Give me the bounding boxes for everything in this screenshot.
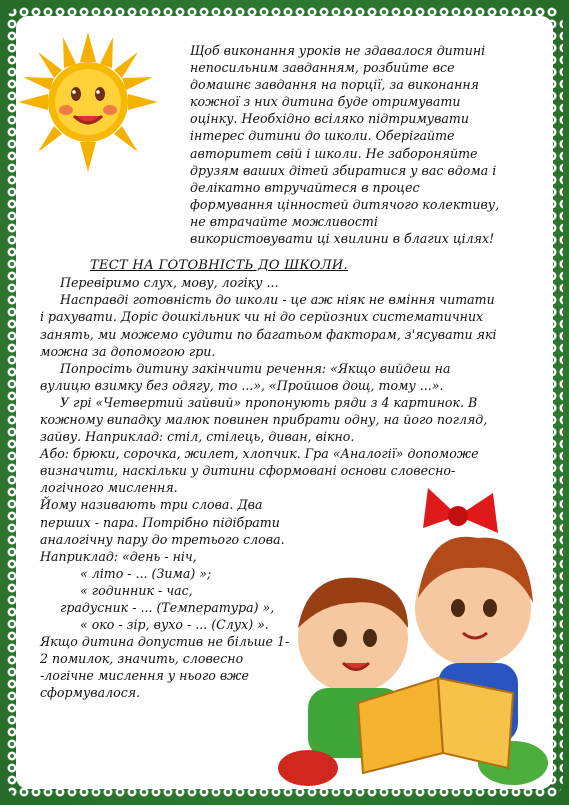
conclusion-paragraph: Якщо дитина допустив не більше 1-2 помилок, значить, словесно -логічне мислення у нього вже сформувалося.: [40, 634, 290, 701]
example-5: « око - зір, вухо - ... (Слух) ».: [80, 617, 269, 633]
paragraph-2: Насправді готовність до школи - це аж ніяк не вміння читати і рахувати. Доріс дошкільник чи ні до серйозних систематичних занять, ми можемо судити по багатьом факторам, з'ясувати які можна за допомогою гри.: [40, 292, 497, 359]
test-title: ТЕСТ НА ГОТОВНІСТЬ ДО ШКОЛИ.: [90, 258, 348, 274]
paragraph-6: Йому називають три слова. Два перших - пара. Потрібно підібрати аналогічну пару до третього слова.: [40, 497, 285, 547]
example-4: градусник - ... (Температура) »,: [60, 600, 275, 615]
example-2: « літо - ... (Зима) »;: [80, 565, 212, 581]
paragraph-1: Перевіримо слух, мову, логіку ...: [60, 275, 279, 291]
children-reading-book-icon: [268, 488, 558, 788]
paragraph-3: Попросіть дитину закінчити речення: «Якщо вийдеш на вулицю взимку без одягу, то ...», «Пройшов дощ, тому ...».: [40, 360, 451, 393]
example-3: « годинник - час,: [80, 582, 193, 598]
paragraph-4: У грі «Четвертий зайвий» пропонують ряди з 4 картинок. В кожному випадку малюк повинен прибрати одну, на його погляд, зайву. Наприклад: стіл, стілець, диван, вікно.: [40, 394, 488, 445]
paragraph-5: Або: брюки, сорочка, жилет, хлопчик. Гра «Аналогії» допоможе визначити, наскільки у дитини сформовані основи словесно-логічного мислення.: [40, 446, 479, 496]
example-1: Наприклад: «день - ніч,: [40, 548, 197, 564]
intro-paragraph: Щоб виконання уроків не здавалося дитині непосильним завданням, розбийте все домашнє завдання на порції, за виконання кожної з них дитина буде отримувати оцінку. Необхідно всіляко підтримувати інтерес дитини до школи. Оберігайте авторитет свій і школи. Не забороняйте друзям ваших дітей збиратися у вас вдома і делікатно втручайтеся в процес формування цінностей дитячого колективу, не втрачайте можливості використовувати ці хвилини в благих цілях!: [190, 43, 500, 247]
